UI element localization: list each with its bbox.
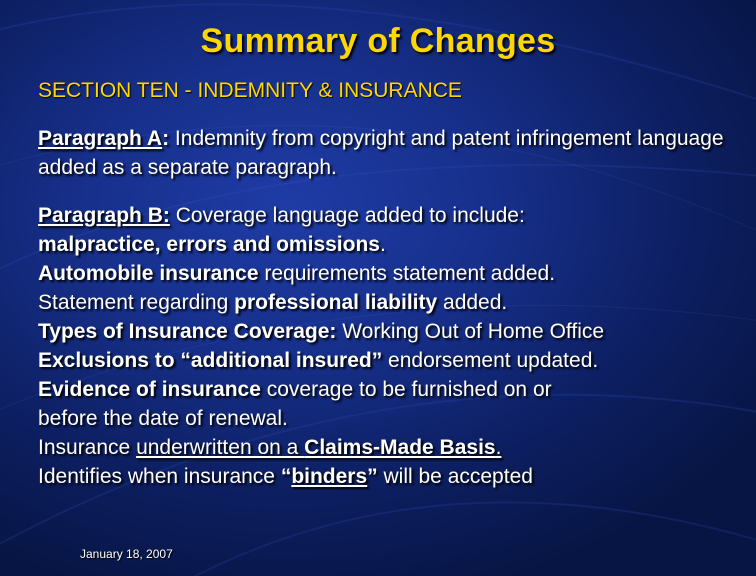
malpractice-period: . bbox=[379, 233, 386, 256]
paragraph-a-colon: : bbox=[162, 127, 170, 150]
paragraph-b-intro: Coverage language added to include: bbox=[169, 204, 525, 227]
statement-end: added. bbox=[437, 291, 508, 314]
binders-word: binders bbox=[291, 465, 368, 488]
paragraph-b-intro-line bbox=[38, 201, 750, 230]
binders-line bbox=[38, 462, 750, 491]
binders-close-quote: ” bbox=[367, 465, 378, 488]
binders-end: will be accepted bbox=[377, 465, 533, 488]
paragraph-b-label: Paragraph B: bbox=[38, 204, 170, 227]
decor-arc-4 bbox=[120, 502, 756, 576]
evidence-line-2: before the date of renewal. bbox=[38, 407, 288, 430]
professional-liability-bold: professional liability bbox=[234, 291, 438, 314]
claims-made-bold: Claims-Made Basis bbox=[304, 436, 496, 459]
automobile-line bbox=[38, 259, 750, 288]
binders-start: Identifies when insurance bbox=[38, 465, 281, 488]
exclusions-rest: endorsement updated. bbox=[382, 349, 599, 372]
slide-title: Summary of Changes bbox=[200, 22, 556, 60]
types-bold: Types of Insurance Coverage: bbox=[38, 320, 337, 343]
types-line bbox=[38, 317, 750, 346]
underwritten-line bbox=[38, 433, 750, 462]
footer-date: January 18, 2007 bbox=[80, 547, 173, 561]
underwritten-start: Insurance bbox=[38, 436, 137, 459]
exclusions-bold: Exclusions to “additional insured” bbox=[38, 349, 383, 372]
evidence-line bbox=[38, 375, 750, 404]
malpractice-line bbox=[38, 230, 750, 259]
automobile-rest: requirements statement added. bbox=[258, 262, 556, 285]
malpractice-text: malpractice, errors and omissions bbox=[38, 233, 380, 256]
paragraph-a-text: Indemnity from copyright and patent infringement language added as a separate paragraph. bbox=[38, 127, 724, 179]
types-rest: Working Out of Home Office bbox=[336, 320, 605, 343]
section-heading: SECTION TEN - INDEMNITY & INSURANCE bbox=[38, 79, 462, 102]
evidence-rest: coverage to be furnished on or bbox=[260, 378, 552, 401]
evidence-bold: Evidence of insurance bbox=[38, 378, 261, 401]
professional-liability-line bbox=[38, 288, 750, 317]
paragraph-b bbox=[38, 201, 750, 491]
paragraph-a-label: Paragraph A bbox=[38, 127, 163, 150]
exclusions-line bbox=[38, 346, 750, 375]
underwritten-underline: underwritten on a bbox=[136, 436, 305, 459]
underwritten-period: . bbox=[495, 436, 502, 459]
automobile-bold: Automobile insurance bbox=[38, 262, 259, 285]
paragraph-a bbox=[38, 124, 750, 182]
binders-open-quote: “ bbox=[280, 465, 292, 488]
statement-start: Statement regarding bbox=[38, 291, 235, 314]
